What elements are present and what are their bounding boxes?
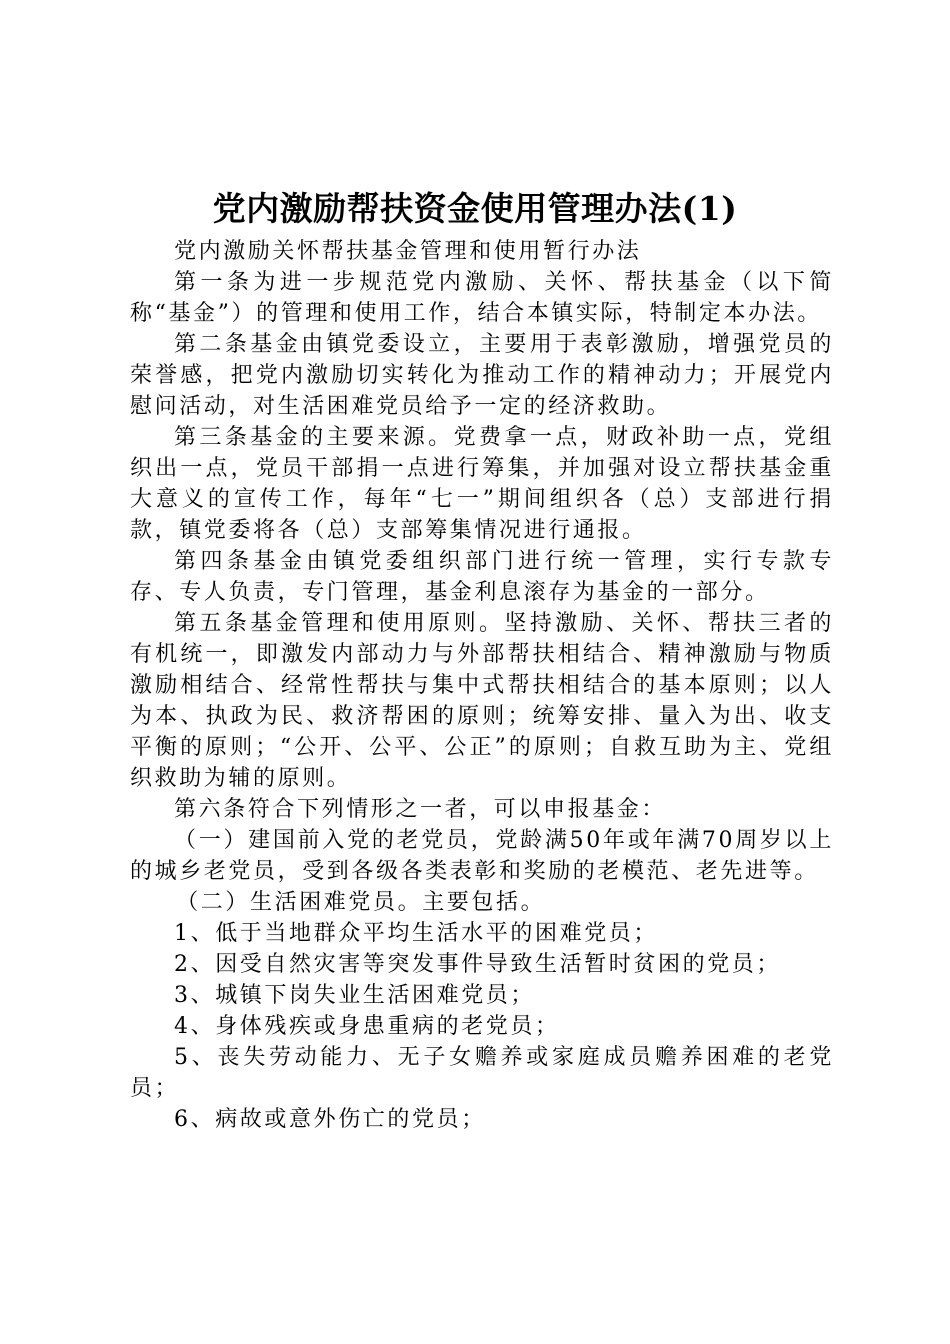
list-item: 1、低于当地群众平均生活水平的困难党员； (174, 921, 658, 946)
document-subtitle: 党内激励关怀帮扶基金管理和使用暂行办法 (174, 239, 642, 264)
list-item: 5、丧失劳动能力、无子女赡养或家庭成员赡养困难的老党员； (130, 1045, 834, 1101)
article-1: 第一条为进一步规范党内激励、关怀、帮扶基金（以下简称“基金”）的管理和使用工作，结合本镇实际，特制定本办法。 (130, 270, 834, 326)
article-3: 第三条基金的主要来源。党费拿一点，财政补助一点，党组织出一点，党员干部捐一点进行筹集，并加强对设立帮扶基金重大意义的宣传工作，每年“七一”期间组织各（总）支部进行捐款，镇党委将各（总）支部筹集情况进行通报。 (130, 425, 834, 543)
list-item: 3、城镇下岗失业生活困难党员； (174, 983, 535, 1008)
list-item: 6、病故或意外伤亡的党员； (174, 1107, 486, 1132)
article-2: 第二条基金由镇党委设立，主要用于表彰激励，增强党员的荣誉感，把党内激励切实转化为推动工作的精神动力；开展党内慰问活动，对生活困难党员给予一定的经济救助。 (130, 332, 834, 419)
clause-1: （一）建国前入党的老党员，党龄满50年或年满70周岁以上的城乡老党员，受到各级各类表彰和奖励的老模范、老先进等。 (130, 828, 834, 884)
article-5: 第五条基金管理和使用原则。坚持激励、关怀、帮扶三者的有机统一，即激发内部动力与外部帮扶相结合、精神激励与物质激励相结合、经常性帮扶与集中式帮扶相结合的基本原则；以人为本、执政为民、救济帮困的原则；统筹安排、量入为出、收支平衡的原则；“公开、公平、公正”的原则；自救互助为主、党组织救助为辅的原则。 (130, 611, 834, 791)
document-body (130, 236, 834, 1135)
document-title: 党内激励帮扶资金使用管理办法(1) (212, 189, 738, 228)
list-item: 4、身体残疾或身患重病的老党员； (174, 1014, 560, 1039)
list-item: 2、因受自然灾害等突发事件导致生活暂时贫困的党员； (174, 952, 781, 977)
clause-2: （二）生活困难党员。主要包括。 (176, 890, 546, 915)
article-4: 第四条基金由镇党委组织部门进行统一管理，实行专款专存、专人负责，专门管理，基金利息滚存为基金的一部分。 (130, 549, 834, 605)
article-6: 第六条符合下列情形之一者，可以申报基金： (174, 797, 667, 822)
